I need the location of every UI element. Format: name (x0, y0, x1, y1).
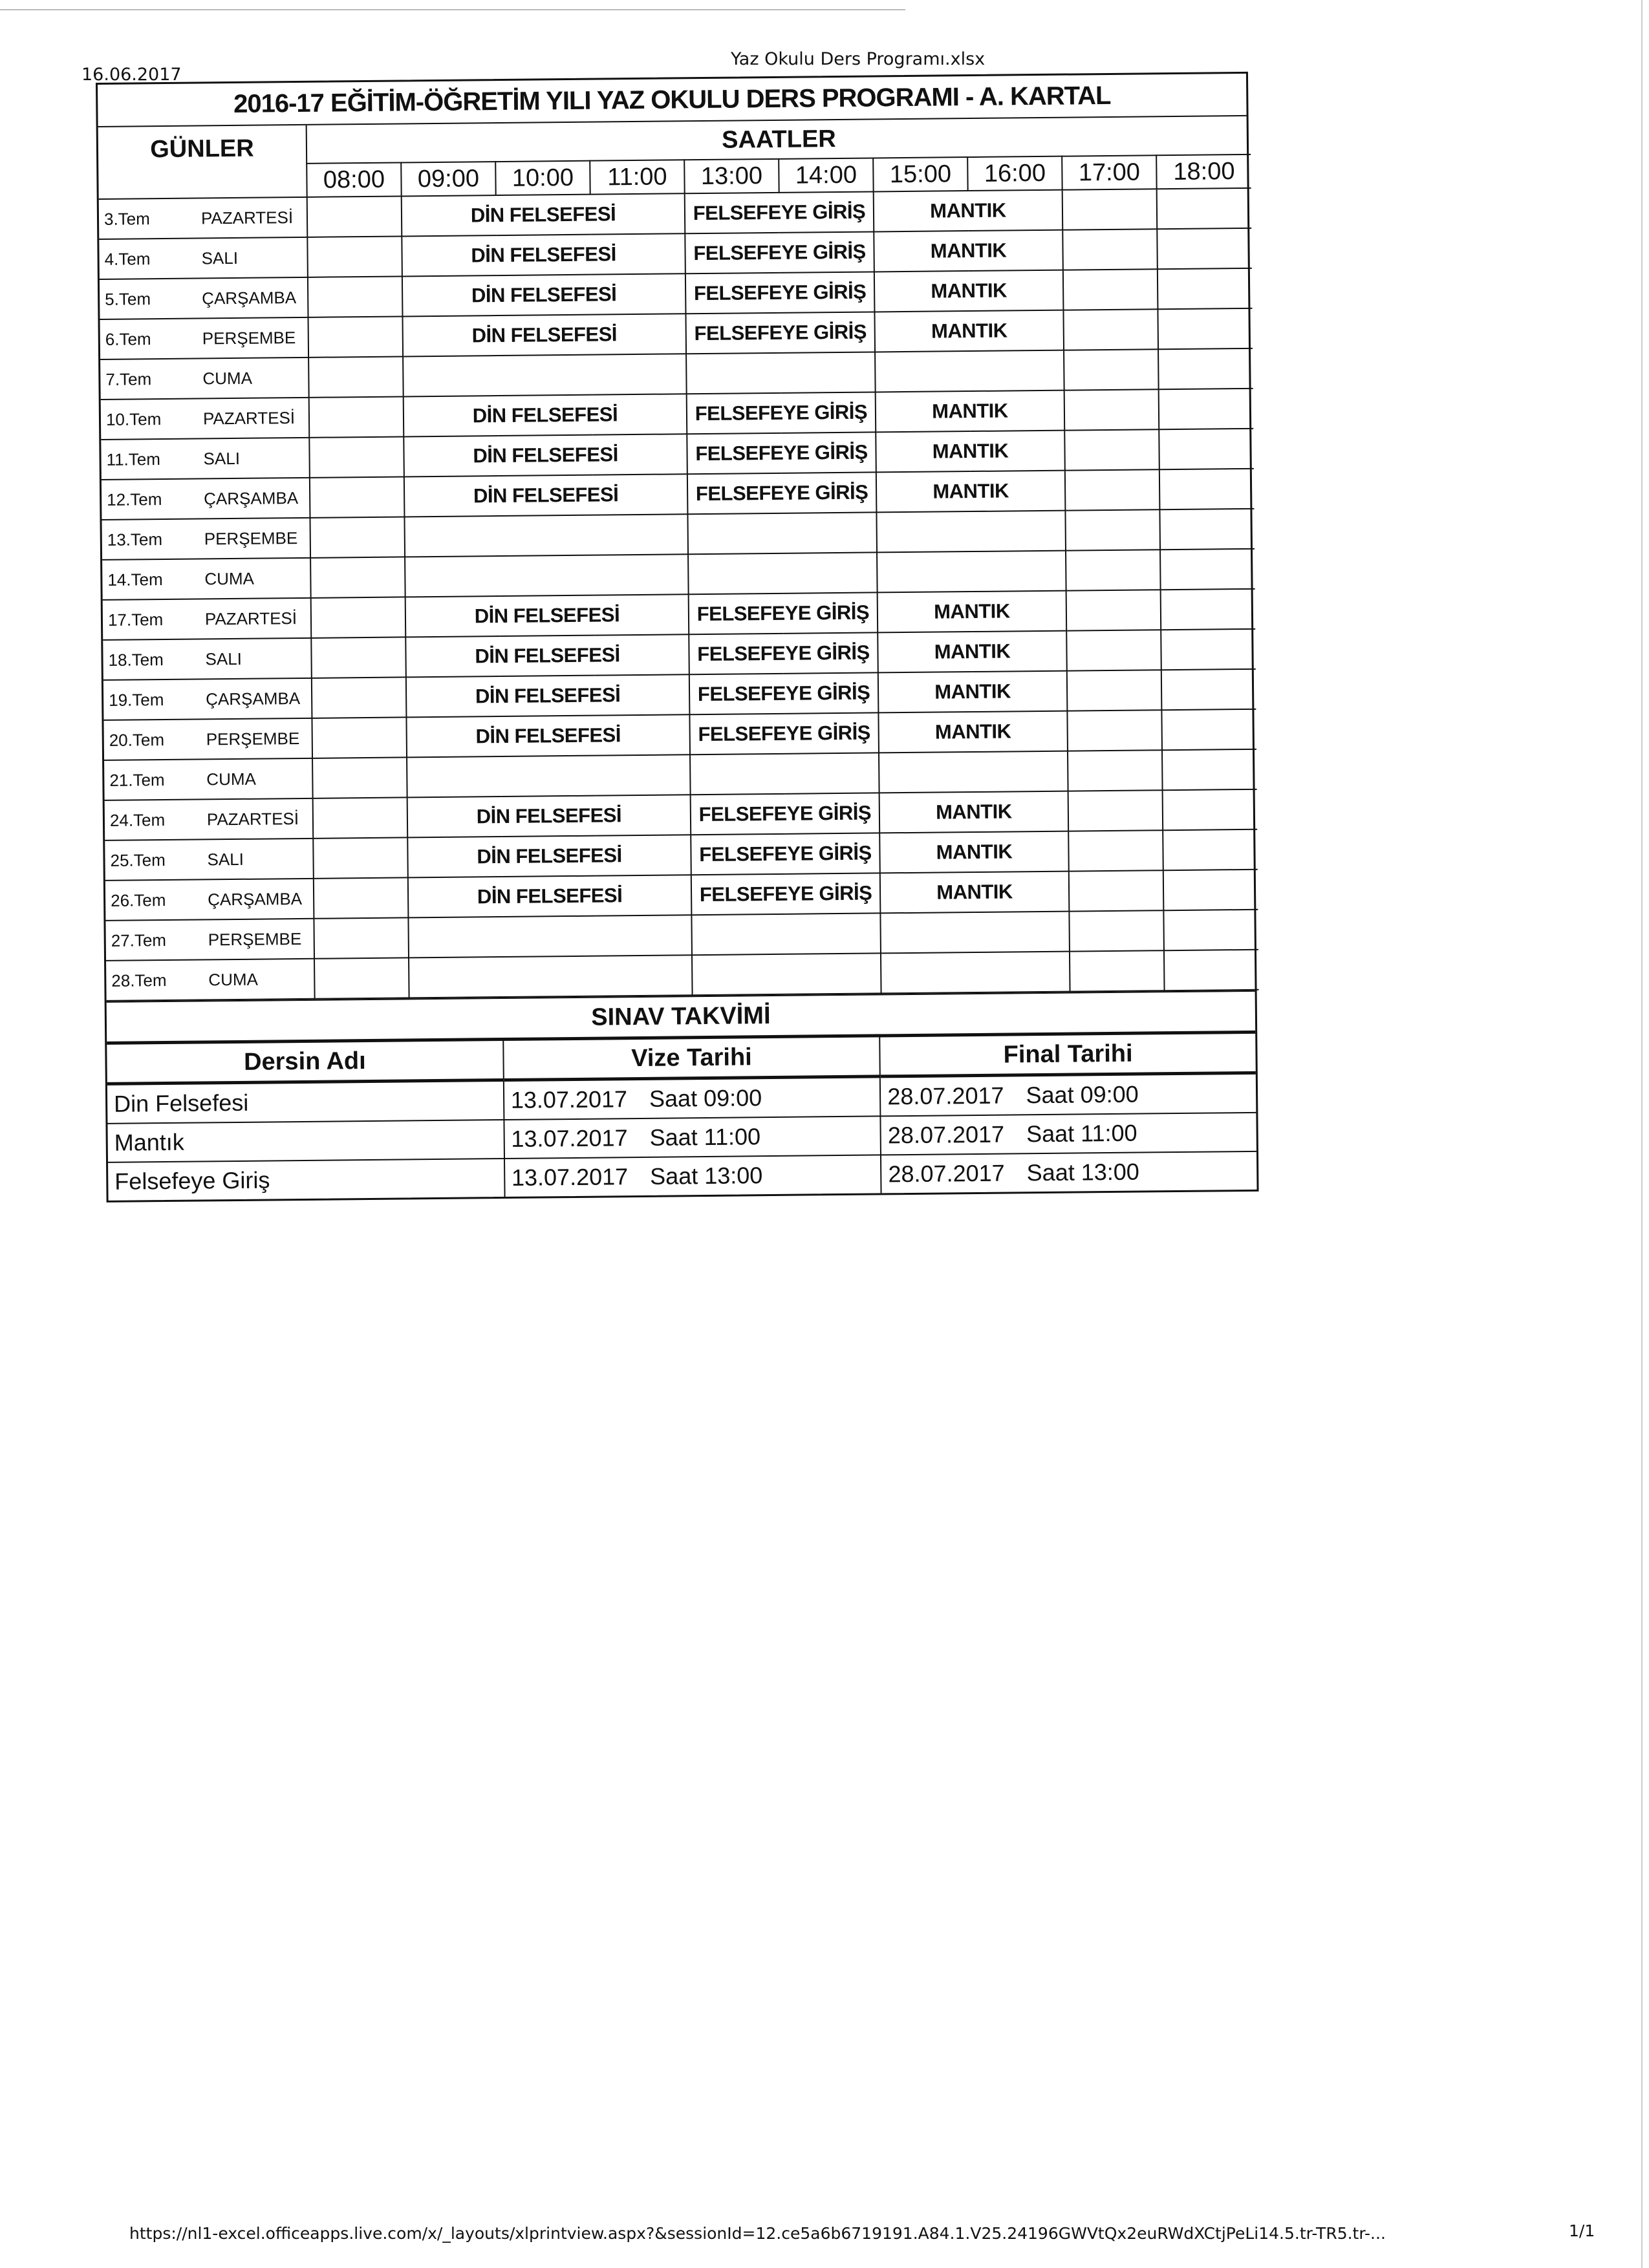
hour-cell: 16:00 (967, 156, 1062, 191)
footer-url: https://nl1-excel.officeapps.live.com/x/_layouts/xlprintview.aspx?&sessionId=12.ce5a6b6719191.A84.1.V25.24196GWVtQx2euRWdXCtjPeLi14.5.tr-TR5.tr-... (129, 2224, 1386, 2243)
row-weekday: ÇARŞAMBA (207, 888, 303, 909)
final-time: Saat 13:00 (1026, 1158, 1140, 1186)
row-date: 27.Tem (111, 930, 167, 950)
slot-late-afternoon-lesson: MANTIK (878, 591, 1067, 633)
slot-17 (1068, 790, 1163, 831)
row-date: 11.Tem (106, 449, 161, 469)
slot-18 (1158, 348, 1253, 389)
day-cell (101, 438, 310, 480)
hour-cell: 09:00 (401, 162, 495, 196)
slot-08 (311, 597, 406, 637)
exam-course: Mantık (107, 1120, 504, 1162)
day-cell (104, 758, 313, 800)
slot-early-afternoon-lesson: FELSEFEYE GİRİŞ (687, 432, 876, 474)
slot-late-afternoon-lesson (876, 511, 1066, 553)
exam-final (880, 1073, 1256, 1116)
day-cell (101, 398, 310, 440)
slot-18 (1161, 669, 1256, 710)
slot-early-afternoon-lesson: FELSEFEYE GİRİŞ (689, 712, 879, 754)
slot-18 (1163, 870, 1258, 910)
slot-late-afternoon-lesson (881, 952, 1070, 994)
slot-early-afternoon-lesson (691, 913, 881, 955)
slot-morning-lesson: DİN FELSEFESİ (405, 634, 689, 677)
slot-08 (307, 236, 402, 277)
day-cell (105, 798, 314, 840)
slot-08 (312, 757, 407, 798)
slot-18 (1157, 188, 1252, 229)
day-cell (105, 879, 314, 921)
slot-18 (1158, 268, 1253, 309)
slot-morning-lesson: DİN FELSEFESİ (407, 795, 691, 837)
row-date: 28.Tem (111, 970, 167, 990)
slot-18 (1160, 549, 1255, 590)
exam-table (107, 1031, 1256, 1201)
slot-08 (312, 717, 407, 758)
slot-08 (310, 557, 405, 597)
slot-late-afternoon-lesson (877, 551, 1066, 593)
midterm-time: Saat 13:00 (649, 1162, 763, 1190)
slot-17 (1069, 870, 1164, 911)
day-cell (103, 598, 312, 640)
row-weekday: SALI (207, 849, 244, 869)
slot-early-afternoon-lesson (687, 512, 877, 554)
slot-morning-lesson: DİN FELSEFESİ (404, 434, 687, 476)
slot-08 (314, 917, 409, 958)
slot-18 (1161, 629, 1256, 670)
slot-08 (307, 196, 402, 237)
slot-late-afternoon-lesson: MANTIK (880, 872, 1070, 914)
exam-final (881, 1113, 1256, 1155)
slot-morning-lesson (407, 754, 691, 797)
slot-17 (1065, 509, 1160, 550)
slot-18 (1161, 589, 1256, 630)
slot-17 (1064, 349, 1159, 390)
exam-course: Din Felsefesi (107, 1080, 504, 1124)
slot-morning-lesson: DİN FELSEFESİ (406, 674, 690, 717)
final-date: 28.07.2017 (887, 1120, 1005, 1149)
hour-cell: 17:00 (1062, 155, 1156, 189)
row-date: 17.Tem (107, 609, 164, 630)
row-weekday: CUMA (206, 769, 257, 789)
day-cell (102, 558, 311, 600)
exam-midterm (504, 1155, 881, 1197)
slot-early-afternoon-lesson: FELSEFEYE GİRİŞ (685, 272, 875, 314)
slot-early-afternoon-lesson: FELSEFEYE GİRİŞ (685, 191, 874, 233)
slot-17 (1070, 950, 1165, 991)
row-date: 10.Tem (105, 409, 162, 429)
day-cell (106, 959, 315, 1001)
slot-18 (1159, 469, 1255, 509)
slot-morning-lesson: DİN FELSEFESİ (404, 474, 688, 517)
slot-early-afternoon-lesson (686, 352, 876, 394)
row-date: 12.Tem (107, 489, 162, 509)
day-cell (103, 718, 312, 760)
slot-18 (1161, 709, 1256, 750)
slot-18 (1158, 308, 1253, 349)
slot-late-afternoon-lesson: MANTIK (879, 791, 1069, 833)
row-date: 25.Tem (110, 850, 166, 870)
slot-morning-lesson: DİN FELSEFESİ (402, 233, 685, 276)
row-weekday: PAZARTESİ (202, 407, 296, 428)
slot-17 (1062, 229, 1158, 270)
row-date: 18.Tem (108, 649, 164, 670)
row-date: 21.Tem (109, 769, 165, 790)
slot-early-afternoon-lesson: FELSEFEYE GİRİŞ (685, 231, 874, 273)
row-weekday: CUMA (204, 568, 255, 588)
slot-17 (1068, 750, 1163, 791)
slot-early-afternoon-lesson (690, 753, 879, 795)
row-date: 14.Tem (107, 569, 163, 590)
slot-late-afternoon-lesson: MANTIK (876, 431, 1065, 473)
day-cell (103, 678, 312, 720)
slot-early-afternoon-lesson: FELSEFEYE GİRİŞ (691, 833, 880, 875)
slot-morning-lesson (409, 955, 693, 998)
exam-header-midterm: Vize Tarihi (503, 1036, 880, 1080)
slot-morning-lesson: DİN FELSEFESİ (402, 273, 686, 316)
slot-late-afternoon-lesson: MANTIK (878, 631, 1067, 673)
day-cell (99, 237, 308, 279)
midterm-date: 13.07.2017 (511, 1124, 628, 1152)
slot-late-afternoon-lesson: MANTIK (878, 711, 1068, 753)
final-date: 28.07.2017 (887, 1082, 1004, 1110)
row-weekday: PERŞEMBE (202, 327, 296, 348)
day-cell (100, 277, 308, 319)
file-name: Yaz Okulu Ders Programı.xlsx (731, 49, 986, 69)
slot-early-afternoon-lesson: FELSEFEYE GİRİŞ (691, 873, 881, 915)
slot-08 (311, 637, 406, 678)
row-date: 13.Tem (107, 529, 163, 550)
slot-morning-lesson: DİN FELSEFESİ (404, 394, 687, 436)
row-date: 5.Tem (105, 288, 151, 309)
slot-late-afternoon-lesson (880, 912, 1070, 954)
day-cell (102, 478, 310, 520)
exam-header-final: Final Tarihi (879, 1032, 1255, 1076)
day-cell (100, 358, 309, 400)
row-weekday: PERŞEMBE (206, 728, 300, 749)
slot-18 (1163, 829, 1258, 870)
slot-morning-lesson (403, 354, 687, 396)
slot-17 (1063, 269, 1158, 310)
slot-morning-lesson (404, 514, 688, 557)
hours-header: SAATLER (307, 116, 1251, 164)
day-cell (102, 518, 310, 560)
row-weekday: PAZARTESİ (206, 808, 299, 829)
slot-late-afternoon-lesson: MANTIK (874, 230, 1063, 272)
row-date: 6.Tem (105, 328, 151, 349)
slot-morning-lesson: DİN FELSEFESİ (402, 314, 686, 356)
slot-morning-lesson: DİN FELSEFESİ (406, 714, 690, 757)
slot-early-afternoon-lesson: FELSEFEYE GİRİŞ (685, 312, 875, 354)
slot-08 (310, 476, 405, 517)
row-weekday: ÇARŞAMBA (204, 487, 299, 508)
slot-early-afternoon-lesson: FELSEFEYE GİRİŞ (691, 793, 880, 835)
midterm-time: Saat 11:00 (649, 1123, 761, 1151)
slot-18 (1162, 749, 1257, 790)
row-weekday: PERŞEMBE (204, 528, 298, 548)
hour-cell: 13:00 (684, 159, 779, 193)
slot-early-afternoon-lesson (692, 953, 881, 995)
slot-morning-lesson (405, 554, 689, 597)
day-cell (105, 919, 314, 961)
slot-18 (1157, 228, 1252, 269)
slot-morning-lesson: DİN FELSEFESİ (407, 835, 691, 877)
slot-18 (1159, 429, 1254, 469)
slot-18 (1159, 389, 1254, 429)
slot-08 (313, 797, 408, 838)
midterm-time: Saat 09:00 (649, 1084, 762, 1112)
slot-17 (1064, 429, 1159, 470)
slot-08 (314, 877, 409, 918)
slot-17 (1067, 670, 1162, 711)
exam-midterm (504, 1116, 881, 1159)
day-cell (103, 638, 312, 680)
slot-morning-lesson: DİN FELSEFESİ (402, 193, 685, 236)
hour-cell: 10:00 (495, 161, 590, 195)
row-weekday: CUMA (208, 969, 259, 989)
hour-cell: 11:00 (590, 160, 684, 194)
slot-18 (1159, 509, 1255, 550)
hour-cell: 08:00 (307, 162, 401, 197)
row-date: 7.Tem (105, 369, 152, 389)
slot-18 (1163, 789, 1258, 830)
slot-08 (310, 517, 405, 557)
slot-17 (1065, 469, 1160, 510)
hour-cell: 14:00 (779, 158, 873, 192)
slot-late-afternoon-lesson: MANTIK (878, 671, 1068, 713)
day-cell (100, 317, 309, 359)
slot-morning-lesson (408, 915, 692, 957)
exam-course: Felsefeye Giriş (108, 1159, 504, 1201)
final-time: Saat 11:00 (1026, 1119, 1137, 1148)
slot-morning-lesson: DİN FELSEFESİ (408, 875, 692, 917)
slot-late-afternoon-lesson: MANTIK (879, 831, 1069, 873)
slot-early-afternoon-lesson (688, 552, 878, 594)
slot-17 (1063, 309, 1158, 350)
row-weekday: ÇARŞAMBA (202, 287, 297, 308)
midterm-date: 13.07.2017 (510, 1086, 628, 1113)
slot-17 (1069, 910, 1164, 951)
schedule-sheet (96, 72, 1259, 1203)
footer-page-number: 1/1 (1569, 2221, 1595, 2240)
slot-morning-lesson: DİN FELSEFESİ (405, 594, 689, 637)
row-weekday: PERŞEMBE (208, 928, 302, 949)
hour-cell: 18:00 (1156, 155, 1251, 189)
slot-early-afternoon-lesson: FELSEFEYE GİRİŞ (687, 472, 877, 514)
slot-08 (314, 957, 409, 998)
slot-late-afternoon-lesson: MANTIK (876, 471, 1066, 513)
slot-17 (1064, 389, 1159, 430)
row-weekday: SALI (203, 448, 241, 468)
slot-08 (312, 677, 407, 718)
final-time: Saat 09:00 (1026, 1080, 1139, 1109)
schedule-table (98, 116, 1259, 1001)
schedule-title: 2016-17 EĞİTİM-ÖĞRETİM YILI YAZ OKULU DERS PROGRAMI - A. KARTAL (98, 74, 1247, 127)
row-weekday: CUMA (202, 368, 253, 388)
row-weekday: SALI (201, 248, 239, 268)
row-date: 26.Tem (110, 890, 166, 910)
slot-17 (1066, 550, 1161, 590)
slot-early-afternoon-lesson: FELSEFEYE GİRİŞ (687, 392, 876, 434)
row-date: 4.Tem (104, 248, 151, 269)
print-date: 16.06.2017 (81, 65, 182, 85)
slot-18 (1164, 950, 1259, 990)
slot-early-afternoon-lesson: FELSEFEYE GİRİŞ (689, 592, 878, 634)
row-date: 20.Tem (109, 729, 165, 750)
day-cell (99, 197, 308, 239)
slot-08 (309, 396, 404, 437)
day-cell (105, 839, 314, 881)
row-weekday: ÇARŞAMBA (206, 688, 301, 709)
slot-17 (1068, 830, 1163, 871)
row-date: 24.Tem (109, 809, 166, 830)
exam-final (881, 1151, 1256, 1193)
slot-17 (1066, 590, 1161, 630)
exam-calendar-title: SINAV TAKVİMİ (107, 990, 1256, 1042)
hour-cell: 15:00 (873, 157, 967, 191)
slot-late-afternoon-lesson: MANTIK (874, 270, 1064, 312)
top-rule (0, 9, 905, 10)
row-weekday: SALI (205, 648, 242, 669)
exam-midterm (504, 1076, 881, 1120)
slot-17 (1066, 630, 1161, 670)
slot-18 (1163, 910, 1258, 950)
slot-17 (1067, 710, 1162, 751)
row-date: 19.Tem (109, 689, 164, 710)
slot-17 (1062, 189, 1158, 230)
slot-late-afternoon-lesson: MANTIK (876, 390, 1065, 433)
slot-late-afternoon-lesson (875, 350, 1064, 392)
slot-08 (308, 316, 403, 357)
row-weekday: PAZARTESİ (204, 608, 297, 628)
exam-header-course: Dersin Adı (107, 1040, 503, 1084)
slot-08 (308, 276, 403, 317)
slot-08 (309, 436, 404, 477)
row-date: 3.Tem (103, 208, 150, 229)
midterm-date: 13.07.2017 (511, 1163, 629, 1191)
slot-late-afternoon-lesson: MANTIK (874, 310, 1064, 352)
slot-08 (313, 837, 408, 878)
final-date: 28.07.2017 (888, 1159, 1005, 1188)
slot-08 (308, 356, 404, 397)
days-header: GÜNLER (98, 125, 307, 199)
right-edge-rule (1641, 0, 1643, 2268)
slot-early-afternoon-lesson: FELSEFEYE GİRİŞ (689, 632, 878, 674)
slot-early-afternoon-lesson: FELSEFEYE GİRİŞ (689, 672, 879, 714)
row-weekday: PAZARTESİ (200, 207, 294, 228)
slot-late-afternoon-lesson (879, 751, 1068, 793)
slot-late-afternoon-lesson: MANTIK (874, 190, 1063, 232)
